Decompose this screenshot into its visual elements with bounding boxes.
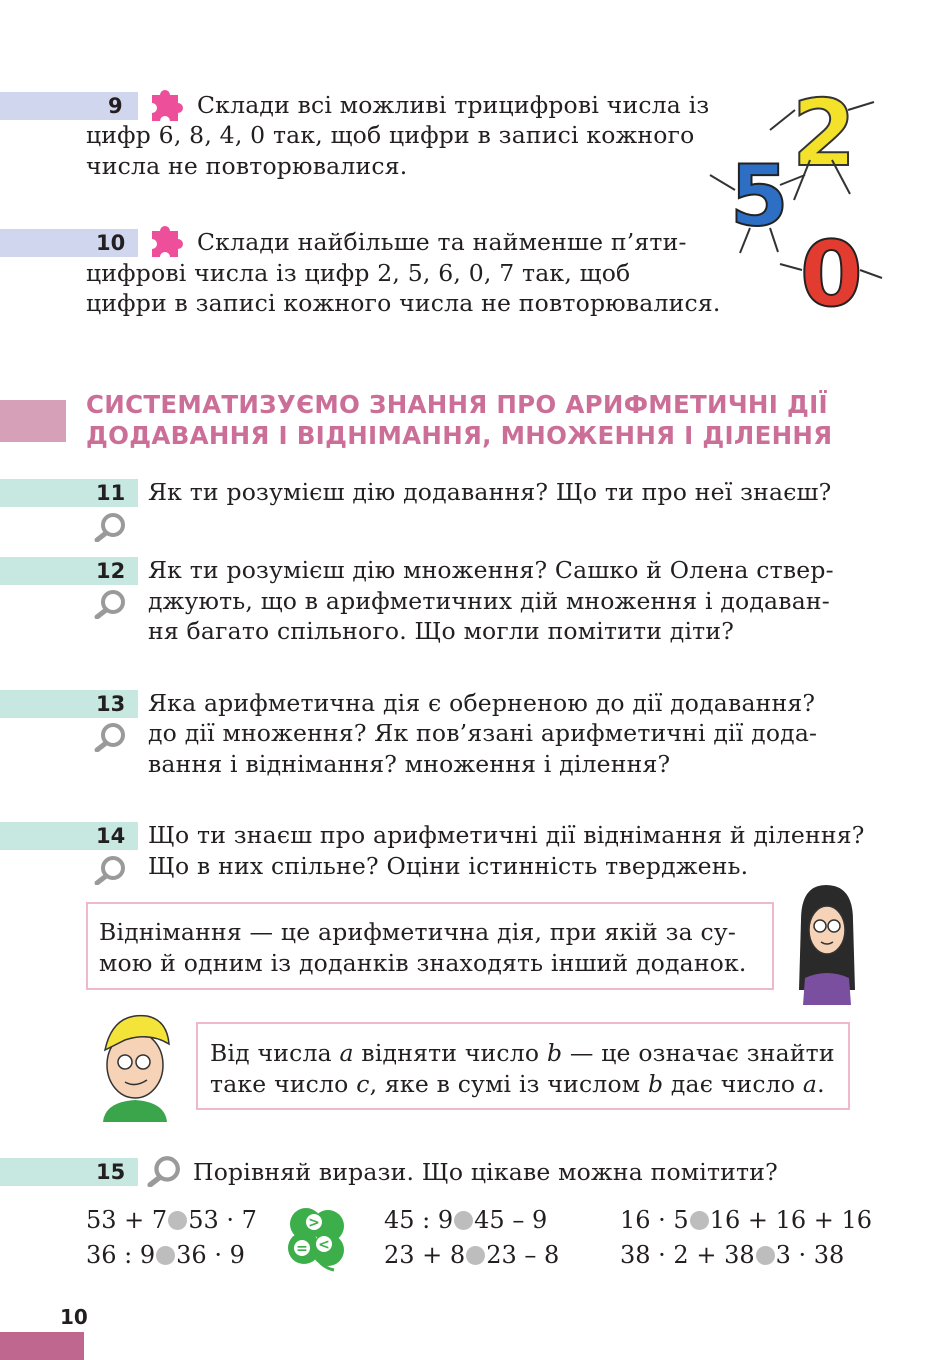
variable: a bbox=[339, 1039, 354, 1067]
expression-right: 3 · 38 bbox=[775, 1241, 845, 1269]
expression-right: 36 · 9 bbox=[176, 1241, 245, 1269]
compare-dot[interactable] bbox=[156, 1246, 175, 1265]
puzzle-icon bbox=[146, 223, 186, 261]
clover-icon bbox=[284, 1204, 350, 1272]
section-marker bbox=[0, 400, 66, 442]
variable: a bbox=[802, 1070, 818, 1098]
task-number: 12 bbox=[96, 559, 126, 583]
task-number: 11 bbox=[96, 481, 126, 505]
statement-text: Від числа bbox=[210, 1039, 340, 1067]
task-text: числа не повторювалися. bbox=[86, 152, 408, 180]
task-number: 13 bbox=[96, 692, 126, 716]
digit-characters-illustration bbox=[700, 70, 900, 320]
statement-text: Віднімання — це арифметична дія, при якій за су- bbox=[99, 918, 737, 946]
girl-illustration bbox=[793, 880, 859, 1005]
expression-right: 23 – 8 bbox=[486, 1241, 560, 1269]
task-text: ня багато спільного. Що могли помітити діти? bbox=[148, 617, 735, 645]
section-heading: ДОДАВАННЯ І ВІДНІМАННЯ, МНОЖЕННЯ І ДІЛЕННЯ bbox=[86, 421, 833, 450]
task-text: до дії множення? Як пов’язані арифметичні дії дода- bbox=[148, 719, 818, 747]
expression bbox=[384, 1237, 559, 1273]
expression-left: 23 + 8 bbox=[384, 1241, 466, 1269]
statement-text: таке число bbox=[210, 1070, 357, 1098]
statement-line bbox=[210, 1069, 825, 1100]
expression-left: 53 + 7 bbox=[86, 1206, 168, 1234]
task-text: цифр 6, 8, 4, 0 так, щоб цифри в записі кожного bbox=[86, 121, 695, 149]
expression-left: 38 · 2 + 38 bbox=[620, 1241, 755, 1269]
variable: b bbox=[546, 1039, 563, 1067]
expression bbox=[86, 1237, 245, 1273]
expression bbox=[620, 1202, 872, 1238]
expression-right: 53 · 7 bbox=[188, 1206, 257, 1234]
digit-two: 2 bbox=[792, 80, 857, 187]
compare-dot[interactable] bbox=[690, 1211, 709, 1230]
task-text: вання і віднімання? множення і ділення? bbox=[148, 750, 671, 778]
task-text: Склади найбільше та найменше п’яти- bbox=[197, 228, 687, 256]
statement-text: мою й одним із доданків знаходять інший доданок. bbox=[99, 949, 747, 977]
variable: c bbox=[356, 1070, 370, 1098]
magnifier-icon bbox=[94, 589, 128, 619]
task-number: 10 bbox=[96, 231, 126, 255]
task-text: Склади всі можливі трицифрові числа із bbox=[197, 91, 710, 119]
expression-right: 16 + 16 + 16 bbox=[709, 1206, 873, 1234]
footer-bar bbox=[0, 1332, 84, 1360]
magnifier-icon bbox=[146, 1155, 184, 1187]
expression bbox=[86, 1202, 257, 1238]
task-text: Що в них спільне? Оціни істинність тверджень. bbox=[148, 852, 749, 880]
task-text: Що ти знаєш про арифметичні дії віднімання й ділення? bbox=[148, 821, 865, 849]
digit-zero: 0 bbox=[800, 222, 863, 320]
section-heading: СИСТЕМАТИЗУЄМО ЗНАННЯ ПРО АРИФМЕТИЧНІ ДІЇ bbox=[86, 390, 828, 419]
variable: b bbox=[647, 1070, 664, 1098]
boy-illustration bbox=[95, 1010, 175, 1122]
task-text: цифрові числа із цифр 2, 5, 6, 0, 7 так, щоб bbox=[86, 259, 631, 287]
digit-zero-character bbox=[780, 222, 882, 320]
task-text: Порівняй вирази. Що цікаве можна помітити? bbox=[193, 1158, 778, 1186]
statement-text: — це означає знайти bbox=[562, 1039, 835, 1067]
magnifier-icon bbox=[94, 855, 128, 885]
expression bbox=[384, 1202, 547, 1238]
magnifier-icon bbox=[94, 512, 128, 542]
expression bbox=[620, 1237, 844, 1273]
task-text: цифри в записі кожного числа не повторювалися. bbox=[86, 289, 721, 317]
statement-text: , яке в сумі із числом bbox=[369, 1070, 648, 1098]
expression-left: 16 · 5 bbox=[620, 1206, 689, 1234]
expression-left: 45 : 9 bbox=[384, 1206, 454, 1234]
task-text: Яка арифметична дія є оберненою до дії додавання? bbox=[148, 689, 816, 717]
compare-dot[interactable] bbox=[756, 1246, 775, 1265]
task-text: джують, що в арифметичних дій множення і додаван- bbox=[148, 587, 830, 615]
expression-right: 45 – 9 bbox=[474, 1206, 548, 1234]
magnifier-icon bbox=[94, 722, 128, 752]
compare-dot[interactable] bbox=[466, 1246, 485, 1265]
task-number: 15 bbox=[96, 1160, 126, 1184]
task-number: 9 bbox=[108, 94, 123, 118]
task-number: 14 bbox=[96, 824, 126, 848]
task-text: Як ти розумієш дію додавання? Що ти про неї знаєш? bbox=[148, 478, 832, 506]
compare-dot[interactable] bbox=[454, 1211, 473, 1230]
task-text: Як ти розумієш дію множення? Сашко й Олена ствер- bbox=[148, 556, 834, 584]
expression-left: 36 : 9 bbox=[86, 1241, 156, 1269]
digit-five-character bbox=[710, 147, 805, 253]
statement-text: . bbox=[817, 1070, 825, 1098]
statement-line bbox=[210, 1038, 835, 1069]
greater-sign: > bbox=[308, 1215, 320, 1231]
equal-sign: = bbox=[296, 1241, 308, 1257]
less-sign: < bbox=[318, 1237, 330, 1253]
page-number: 10 bbox=[60, 1305, 88, 1329]
statement-text: дає число bbox=[663, 1070, 803, 1098]
digit-five: 5 bbox=[730, 147, 789, 245]
statement-text: відняти число bbox=[353, 1039, 547, 1067]
compare-dot[interactable] bbox=[168, 1211, 187, 1230]
